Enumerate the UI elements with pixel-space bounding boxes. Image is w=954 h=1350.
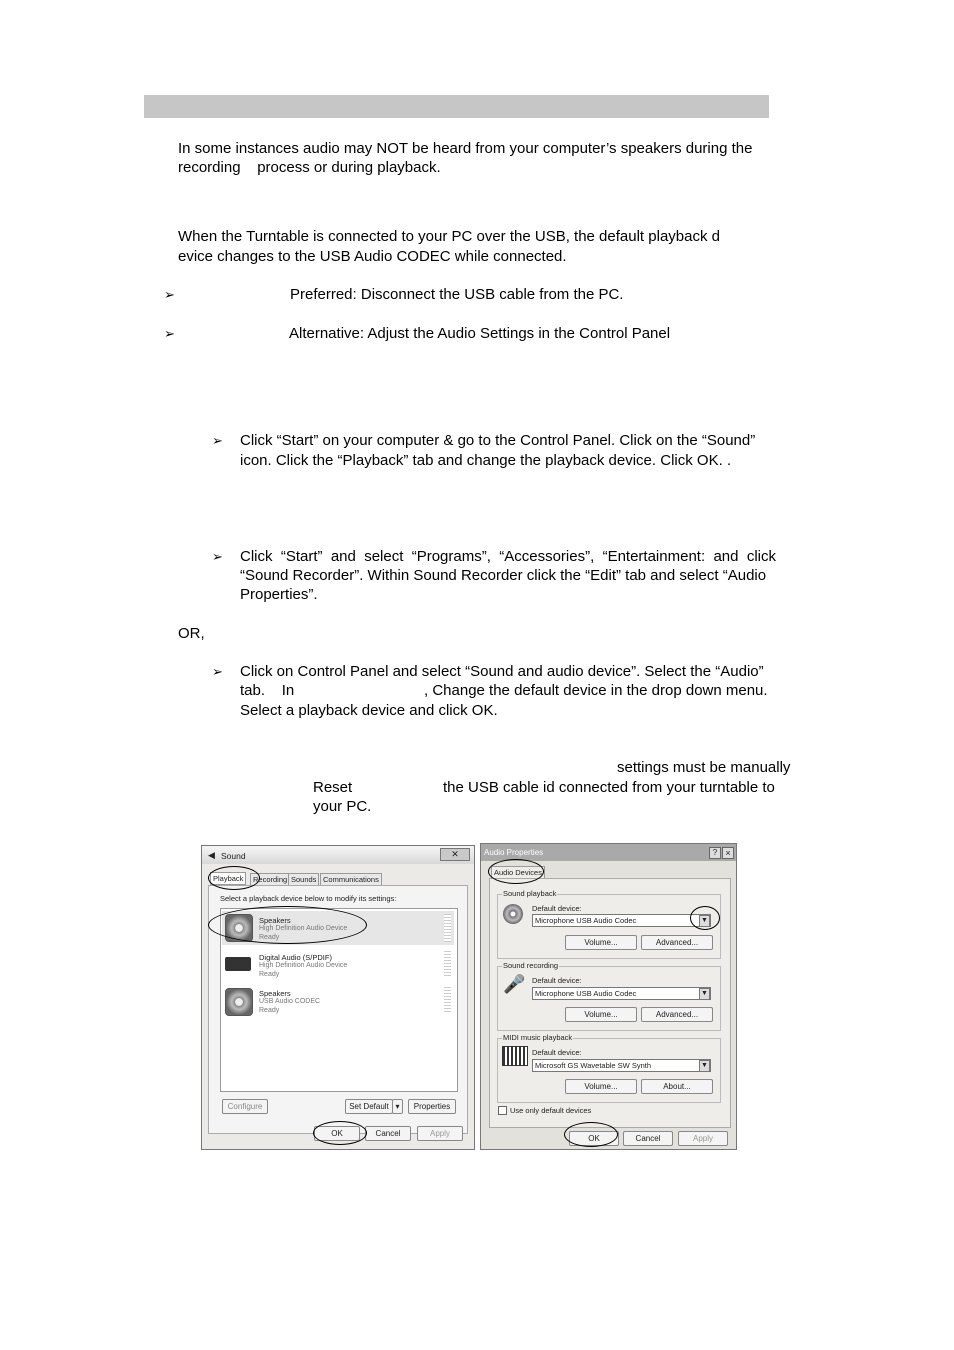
list-item[interactable] — [222, 985, 454, 1019]
bullet-icon: ➢ — [212, 433, 223, 448]
section-header-bar — [144, 95, 769, 118]
set-default-button[interactable]: Set Default — [345, 1099, 393, 1114]
recording-advanced-button[interactable]: Advanced... — [641, 1007, 713, 1022]
only-default-label: Use only default devices — [510, 1106, 592, 1115]
step-c-line-1: Click on Control Panel and select “Sound and audio device”. Select the “Audio” — [240, 663, 764, 680]
sound-dialog-title: Sound — [221, 851, 246, 861]
highlight-oval — [208, 906, 367, 944]
bullet-icon: ➢ — [212, 549, 223, 564]
note-line-1: settings must be manually — [617, 759, 791, 776]
tab-playback[interactable]: Playback — [210, 872, 246, 885]
step-c-line-2b: , Change the default device in the drop down menu. — [424, 682, 768, 699]
recording-volume-button[interactable]: Volume... — [565, 1007, 637, 1022]
cancel-button[interactable]: Cancel — [623, 1131, 673, 1146]
close-icon[interactable]: ✕ — [440, 848, 470, 861]
device-desc: High Definition Audio Device — [259, 962, 348, 969]
chevron-down-icon[interactable]: ▼ — [699, 988, 710, 1000]
speaker-icon: ◀ — [208, 850, 215, 860]
ok-button[interactable]: OK — [314, 1126, 360, 1141]
or-text: OR, — [178, 625, 205, 642]
properties-button[interactable]: Properties — [408, 1099, 456, 1114]
step-a-line-1: Click “Start” on your computer & go to the Control Panel. Click on the “Sound” — [240, 432, 756, 449]
apply-button[interactable]: Apply — [678, 1131, 728, 1146]
device-status: Ready — [259, 934, 280, 941]
option-alternative: Alternative: Adjust the Audio Settings in the Control Panel — [289, 325, 671, 342]
recording-device-select[interactable]: Microphone USB Audio Codec — [532, 987, 711, 1000]
chevron-down-icon[interactable]: ▾ — [392, 1099, 403, 1114]
audio-properties-title: Audio Properties — [484, 848, 544, 857]
note-line-2: the USB cable id connected from your turntable to — [443, 779, 775, 796]
help-icon[interactable]: ? — [709, 847, 721, 859]
only-default-checkbox[interactable] — [498, 1106, 507, 1115]
option-preferred: Preferred: Disconnect the USB cable from the PC. — [290, 286, 624, 303]
device-status: Ready — [259, 1007, 280, 1014]
highlight-oval — [564, 1122, 618, 1147]
close-icon[interactable]: × — [722, 847, 734, 859]
sound-playback-label: Sound playback — [503, 889, 557, 898]
sound-recording-label: Sound recording — [503, 961, 559, 970]
note-line-3: your PC. — [313, 798, 372, 815]
midi-volume-button[interactable]: Volume... — [565, 1079, 637, 1094]
cancel-button[interactable]: Cancel — [365, 1126, 411, 1141]
speaker-icon — [225, 988, 253, 1016]
playback-advanced-button[interactable]: Advanced... — [641, 935, 713, 950]
note-reset: Reset — [313, 779, 353, 796]
ok-button[interactable]: OK — [569, 1131, 619, 1146]
tab-communications[interactable]: Communications — [320, 873, 382, 886]
cause-line-2: evice changes to the USB Audio CODEC while connected. — [178, 248, 567, 265]
device-name: Speakers — [259, 989, 291, 998]
device-desc: USB Audio CODEC — [259, 998, 321, 1005]
level-meter — [444, 914, 451, 942]
highlight-oval — [313, 1121, 367, 1145]
level-meter — [444, 987, 451, 1013]
intro-line-2: recording process or during playback. — [178, 159, 441, 176]
list-item[interactable] — [222, 949, 454, 983]
midi-about-button[interactable]: About... — [641, 1079, 713, 1094]
digital-audio-icon — [225, 957, 251, 971]
bullet-icon: ➢ — [164, 326, 175, 341]
level-meter — [444, 951, 451, 977]
step-c-line-2a: tab. In — [240, 682, 295, 699]
device-desc: High Definition Audio Device — [259, 925, 348, 932]
default-device-label: Default device: — [532, 976, 582, 985]
speaker-icon — [503, 904, 523, 924]
playback-volume-button[interactable]: Volume... — [565, 935, 637, 950]
step-c-line-3: Select a playback device and click OK. — [240, 702, 498, 719]
midi-device-select[interactable]: Microsoft GS Wavetable SW Synth — [532, 1059, 711, 1072]
configure-button[interactable]: Configure — [222, 1099, 268, 1114]
default-device-label: Default device: — [532, 904, 582, 913]
device-name: Speakers — [259, 916, 291, 925]
tab-sounds[interactable]: Sounds — [288, 873, 319, 886]
step-b-line-2: “Sound Recorder”. Within Sound Recorder click the “Edit” tab and select “Audio — [240, 567, 767, 584]
sound-dialog-titlebar — [202, 846, 474, 864]
step-b-line-3: Properties”. — [240, 586, 318, 603]
midi-playback-label: MIDI music playback — [503, 1033, 573, 1042]
chevron-down-icon[interactable]: ▼ — [699, 1060, 710, 1072]
bullet-icon: ➢ — [164, 287, 175, 302]
step-b-line-1: Click “Start” and select “Programs”, “Accessories”, “Entertainment: and click — [240, 548, 776, 565]
sound-dialog — [201, 845, 475, 1150]
device-status: Ready — [259, 971, 280, 978]
highlight-oval — [488, 859, 544, 884]
device-name: Digital Audio (S/PDIF) — [259, 953, 332, 962]
cause-line-1: When the Turntable is connected to your PC over the USB, the default playback d — [178, 228, 720, 245]
chevron-down-icon[interactable]: ▼ — [699, 915, 710, 927]
intro-line-1: In some instances audio may NOT be heard from your computer’s speakers during the — [178, 140, 753, 157]
instruction-text: Select a playback device below to modify its settings: — [220, 894, 397, 903]
midi-keyboard-icon — [502, 1046, 528, 1066]
default-device-label: Default device: — [532, 1048, 582, 1057]
tab-audio-devices[interactable]: Audio Devices — [491, 866, 545, 879]
playback-device-select[interactable]: Microphone USB Audio Codec — [532, 914, 711, 927]
highlight-oval — [208, 866, 260, 890]
highlight-oval — [690, 906, 720, 930]
apply-button[interactable]: Apply — [417, 1126, 463, 1141]
bullet-icon: ➢ — [212, 664, 223, 679]
step-a-line-2: icon. Click the “Playback” tab and change the playback device. Click OK. . — [240, 452, 732, 469]
audio-properties-dialog — [480, 843, 737, 1150]
tab-recording[interactable]: Recording — [250, 873, 290, 886]
microphone-icon: 🎤 — [503, 974, 526, 994]
